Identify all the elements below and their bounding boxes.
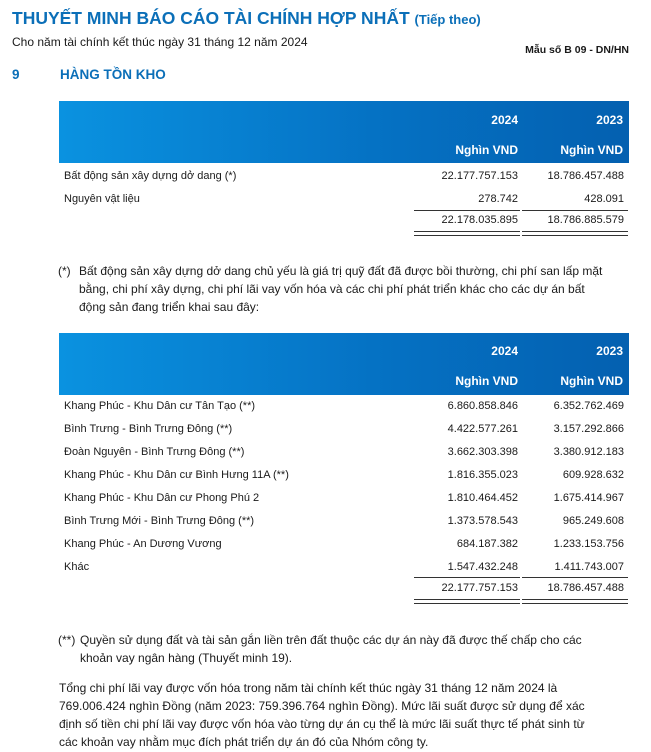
row-label: Bình Trưng - Bình Trưng Đông (**) [64, 423, 233, 435]
row-value-2023: 6.352.762.469 [553, 400, 624, 412]
total-2023: 18.786.885.579 [547, 214, 624, 226]
total-2024: 22.178.035.895 [441, 214, 518, 226]
subtotal-rule [522, 210, 628, 211]
total-2024: 22.177.757.153 [441, 582, 518, 594]
paragraph-line: 769.006.424 nghìn Đồng (năm 2023: 759.396.764 nghìn Đồng). Mức lãi suất được sử dụng để xác [59, 699, 585, 713]
row-value-2024: 1.373.578.543 [447, 515, 518, 527]
interest-paragraph [59, 679, 639, 751]
report-title-text: THUYẾT MINH BÁO CÁO TÀI CHÍNH HỢP NHẤT [12, 8, 410, 28]
row-value-2024: 6.860.858.846 [447, 400, 518, 412]
table-row [64, 423, 626, 441]
row-value-2023: 609.928.632 [562, 469, 624, 481]
row-label: Đoàn Nguyên - Bình Trưng Đông (**) [64, 446, 245, 458]
note-text [79, 262, 639, 316]
table-total-row [64, 582, 626, 600]
row-label: Khang Phúc - An Dương Vương [64, 538, 222, 550]
row-value-2024: 1.810.464.452 [447, 492, 518, 504]
row-value-2024: 22.177.757.153 [441, 170, 518, 182]
note-marker: (*) [58, 264, 71, 278]
table1-col2-year: 2023 [596, 113, 623, 127]
row-value-2023: 428.091 [584, 193, 624, 205]
row-value-2023: 3.380.912.183 [553, 446, 624, 458]
table-row [64, 538, 626, 556]
section-number: 9 [12, 67, 20, 82]
note-line: Bất động sản xây dựng dở dang chủ yếu là giá trị quỹ đất đã được bồi thường, chi phí san lấp mặt [79, 264, 603, 278]
row-value-2024: 684.187.382 [456, 538, 518, 550]
row-label: Bất động sản xây dựng dở dang (*) [64, 170, 237, 182]
row-value-2024: 1.816.355.023 [447, 469, 518, 481]
row-label: Khang Phúc - Khu Dân cư Bình Hưng 11A (**) [64, 469, 289, 481]
report-title-suffix: (Tiếp theo) [414, 12, 481, 27]
paragraph-line: định số tiền chi phí lãi vay được vốn hóa vào từng dự án cụ thể là mức lãi suất thực tế phát sinh từ [59, 717, 585, 731]
table2-col2-year: 2023 [596, 344, 623, 358]
total-double-rule [522, 231, 628, 236]
table-row [64, 170, 626, 188]
paragraph-line: Tổng chi phí lãi vay được vốn hóa trong năm tài chính kết thúc ngày 31 tháng 12 năm 2024 là [59, 681, 558, 695]
section-title: HÀNG TỒN KHO [60, 67, 166, 82]
note-text [80, 631, 640, 667]
row-label: Khang Phúc - Khu Dân cư Tân Tạo (**) [64, 400, 256, 412]
table1-col1-year: 2024 [491, 113, 518, 127]
row-value-2024: 1.547.432.248 [447, 561, 518, 573]
row-label: Nguyên vật liệu [64, 193, 140, 205]
note-line: bằng, chi phí xây dựng, chi phí lãi vay vốn hóa và các chi phí phát triển khác cho các dự án bất [79, 282, 585, 296]
paragraph-line: các khoản vay nhằm mục đích phát triển dự án đó của Nhóm công ty. [59, 735, 429, 749]
table-row [64, 400, 626, 418]
table2-col2-unit: Nghìn VND [560, 374, 623, 388]
table2-header-band [59, 333, 629, 395]
note-line: Quyền sử dụng đất và tài sản gắn liền trên đất thuộc các dự án này đã được thế chấp cho các [80, 633, 582, 647]
table1-col2-unit: Nghìn VND [560, 143, 623, 157]
report-subtitle: Cho năm tài chính kết thúc ngày 31 tháng 12 năm 2024 [12, 35, 308, 49]
note-marker: (**) [58, 633, 76, 647]
table2-col1-unit: Nghìn VND [455, 374, 518, 388]
total-double-rule [414, 231, 520, 236]
row-value-2024: 4.422.577.261 [447, 423, 518, 435]
subtotal-rule [522, 577, 628, 578]
row-value-2023: 1.411.743.007 [554, 561, 624, 573]
row-label: Khang Phúc - Khu Dân cư Phong Phú 2 [64, 492, 260, 504]
table-row [64, 492, 626, 510]
row-value-2024: 278.742 [478, 193, 518, 205]
table2-col1-year: 2024 [491, 344, 518, 358]
total-double-rule [522, 599, 628, 604]
table1-col1-unit: Nghìn VND [455, 143, 518, 157]
report-title [12, 8, 481, 29]
form-code: Mẫu số B 09 - DN/HN [525, 44, 629, 56]
row-label: Khác [64, 561, 90, 573]
subtotal-rule [414, 210, 520, 211]
note-line: khoản vay ngân hàng (Thuyết minh 19). [80, 651, 293, 665]
note-line: động sản đang triển khai sau đây: [79, 300, 260, 314]
table-row [64, 446, 626, 464]
table-row [64, 515, 626, 533]
table1-header-band [59, 101, 629, 163]
table-row [64, 469, 626, 487]
total-double-rule [414, 599, 520, 604]
total-2023: 18.786.457.488 [547, 582, 624, 594]
subtotal-rule [414, 577, 520, 578]
row-value-2023: 965.249.608 [562, 515, 624, 527]
row-value-2023: 1.233.153.756 [553, 538, 624, 550]
row-value-2023: 3.157.292.866 [553, 423, 624, 435]
row-value-2023: 18.786.457.488 [547, 170, 624, 182]
row-value-2023: 1.675.414.967 [553, 492, 624, 504]
table-row [64, 193, 626, 211]
row-value-2024: 3.662.303.398 [447, 446, 518, 458]
row-label: Bình Trưng Mới - Bình Trưng Đông (**) [64, 515, 255, 527]
table-total-row [64, 214, 626, 232]
